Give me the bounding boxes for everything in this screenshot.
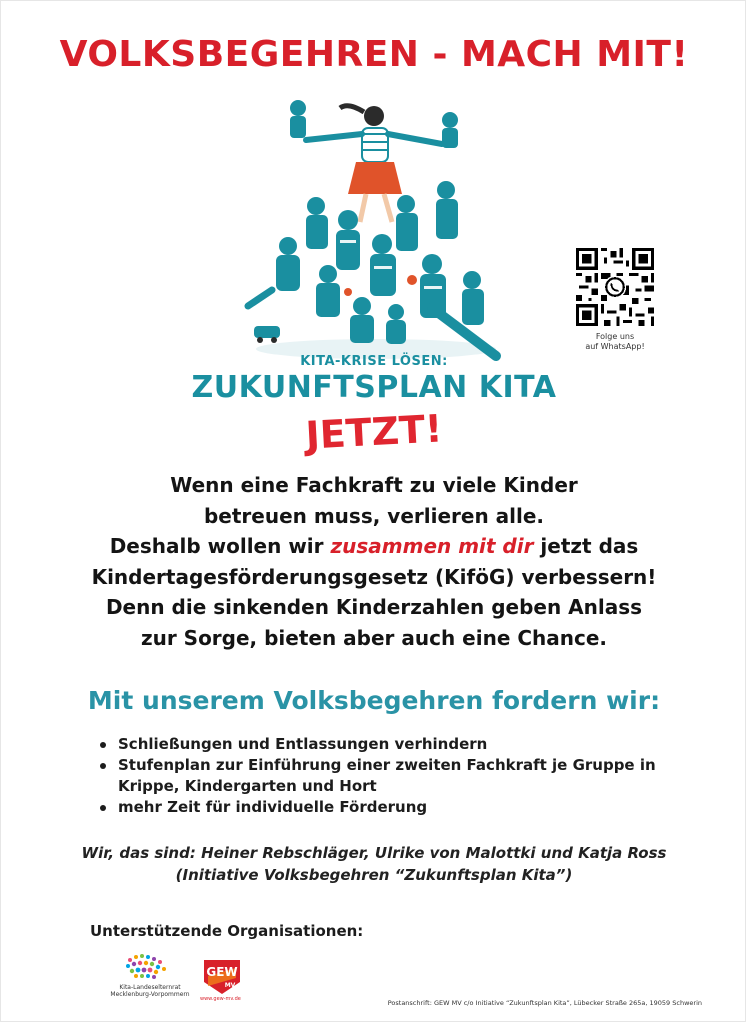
gew-website[interactable]: www.gew-mv.de [200, 996, 241, 1002]
qr-caption-line2: auf WhatsApp! [585, 342, 645, 351]
intro-line: Denn die sinkenden Kinderzahlen geben Anlass [105, 595, 643, 619]
demands-heading: Mit unserem Volksbegehren fordern wir: [87, 686, 661, 715]
postal-address: Postanschrift: GEW MV c/o Initiative “Zukunftsplan Kita”, Lübecker Straße 265a, 19059 Schwerin [387, 999, 702, 1007]
intro-text [40, 470, 708, 653]
list-item: mehr Zeit für individuelle Förderung [98, 797, 658, 818]
qr-caption-line1: Folge uns [595, 332, 635, 341]
signers-initiative: (Initiative Volksbegehren “Zukunftsplan Kita”) [175, 866, 573, 884]
intro-text-part: Deshalb wollen wir [109, 534, 331, 558]
intro-emphasis: zusammen mit dir [330, 534, 534, 558]
intro-line [40, 531, 708, 562]
children-illustration [236, 94, 516, 368]
klr-name-line2: Mecklenburg-Vorpommern [110, 991, 190, 998]
intro-line: zur Sorge, bieten aber auch eine Chance. [140, 625, 608, 650]
svg-text:GEW: GEW [206, 965, 238, 979]
list-item: Schließungen und Entlassungen verhindern [98, 734, 658, 755]
intro-line: Kindertagesförderungsgesetz (KiföG) verbessern! [91, 564, 657, 589]
klr-name-line1: Kita-Landeselternrat [119, 984, 181, 991]
page-title: VOLKSBEGEHREN - MACH MIT! [59, 34, 689, 75]
whatsapp-qr[interactable] [574, 248, 656, 352]
svg-text:MV: MV [224, 982, 236, 989]
intro-line: Wenn eine Fachkraft zu viele Kinder [170, 473, 578, 497]
intro-text-part: jetzt das [533, 534, 639, 558]
signers-names: Wir, das sind: Heiner Rebschläger, Ulrike von Malottki und Katja Ross [81, 844, 667, 862]
intro-line: betreuen muss, verlieren alle. [203, 503, 545, 528]
qr-code-icon [576, 248, 654, 326]
campaign-title: ZUKUNFTSPLAN KITA [191, 370, 557, 405]
supporters-heading: Unterstützende Organisationen: [90, 922, 364, 940]
list-item: Stufenplan zur Einführung einer zweiten Fachkraft je Gruppe in Krippe, Kindergarten und Hort [98, 755, 658, 797]
kita-landeselternrat-name [100, 984, 200, 998]
gew-logo[interactable] [200, 956, 244, 996]
campaign-subtitle: KITA-KRISE LÖSEN: [300, 354, 448, 369]
demands-list [98, 734, 658, 818]
campaign-jetzt: JETZT! [304, 406, 444, 458]
signers-block [0, 842, 748, 886]
qr-caption [574, 332, 656, 352]
